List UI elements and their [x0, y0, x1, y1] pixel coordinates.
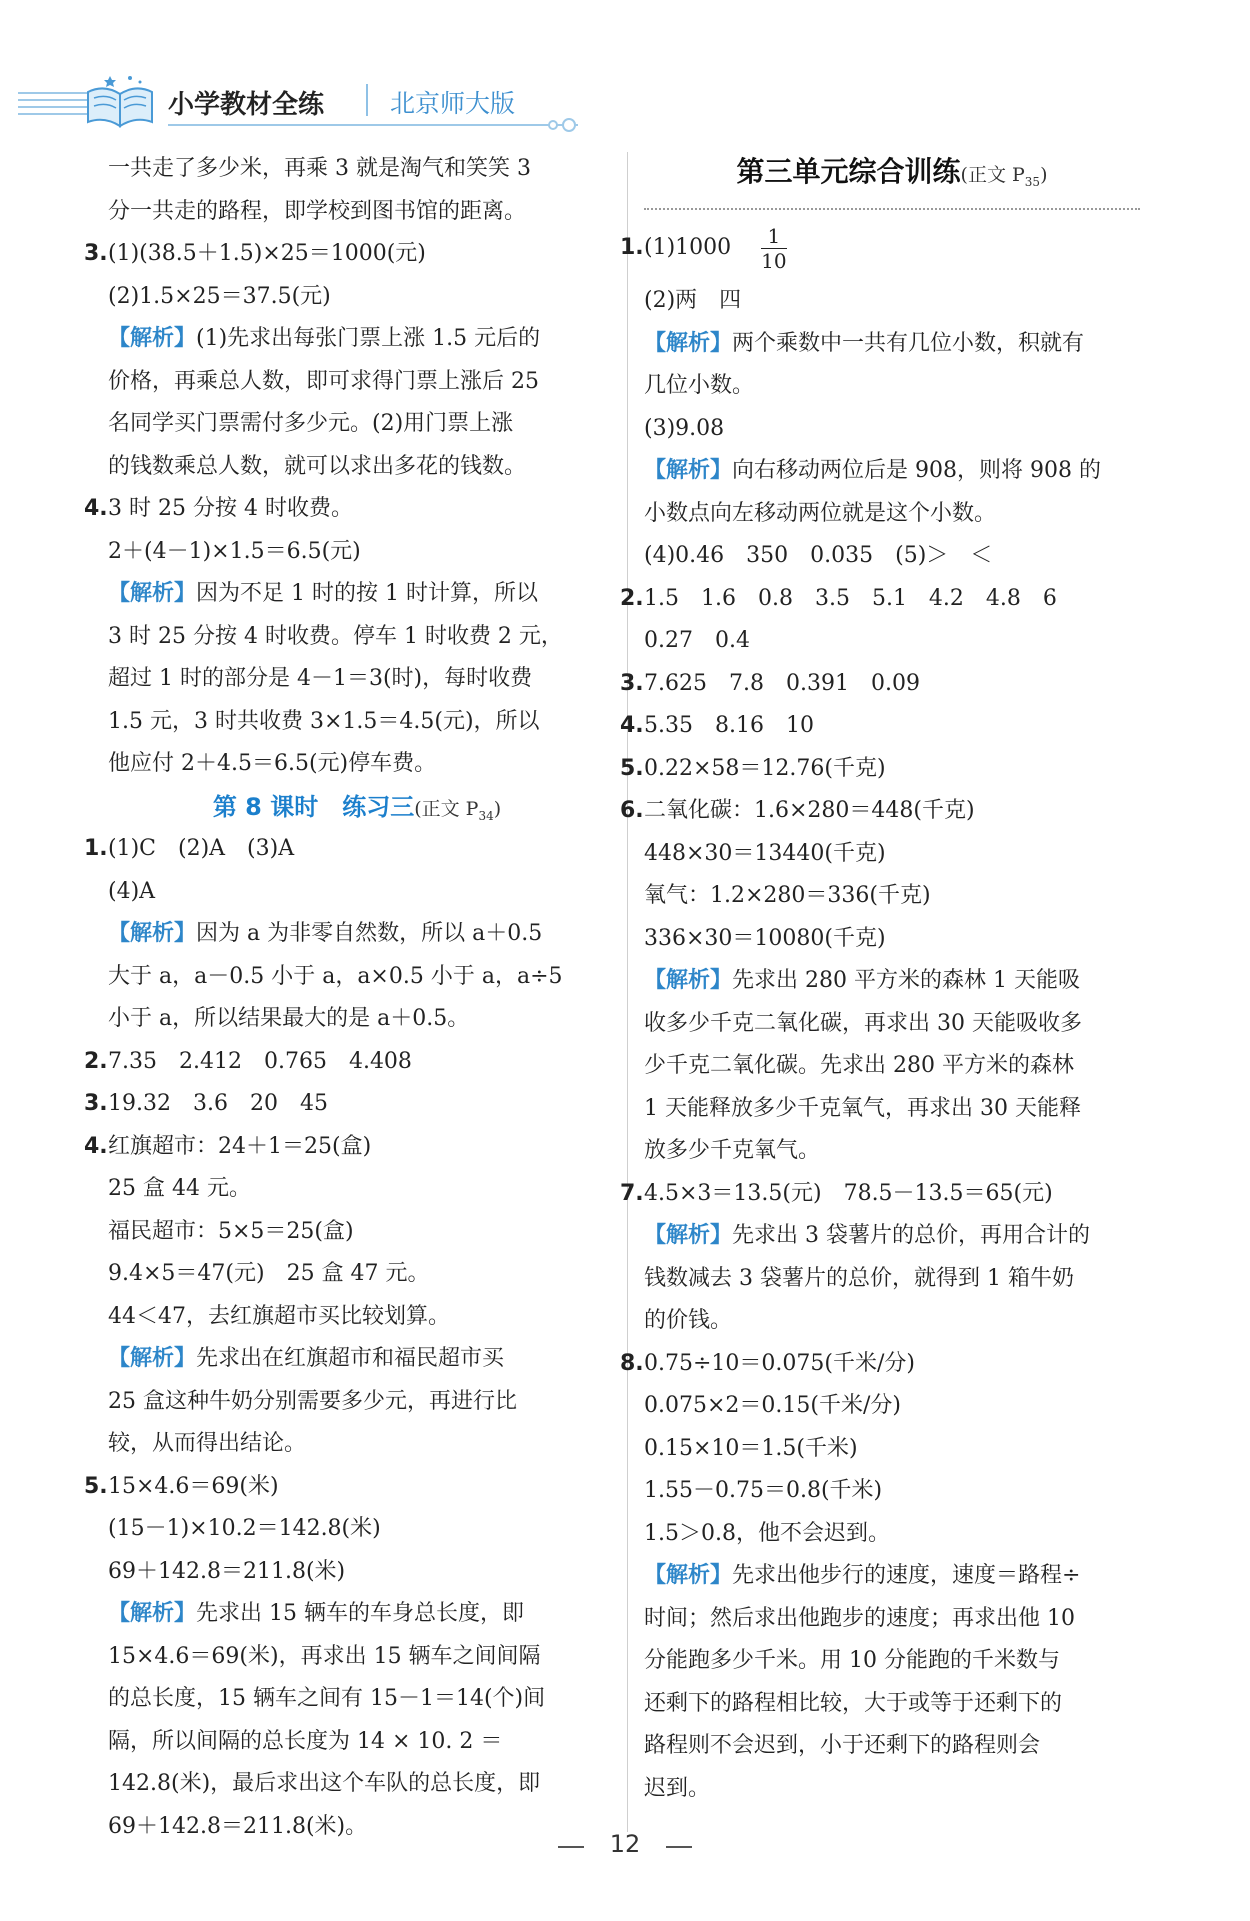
answer-line: 红旗超市：24＋1＝25(盒) [108, 1133, 372, 1159]
answer-line: 4.5×3＝13.5(元) 78.5－13.5＝65(元) [644, 1180, 1053, 1206]
ref-sub: 34 [478, 808, 494, 823]
answer-line: (2)两 四 [644, 288, 742, 313]
analysis-text: 大于 a，a－0.5 小于 a，a×0.5 小于 a，a÷5 [108, 963, 563, 989]
answer-line: 0.27 0.4 [644, 628, 750, 653]
analysis-text: 先求出 15 辆车的车身总长度，即 [196, 1601, 524, 1626]
analysis-label: 【解析】 [108, 326, 197, 351]
text-line: 分一共走的路程，即学校到图书馆的距离。 [108, 198, 527, 224]
header-dot [548, 120, 558, 130]
ref-suffix: ) [1040, 164, 1048, 186]
analysis-text: 1.5 元，3 时共收费 3×1.5＝4.5(元)，所以 [108, 708, 540, 734]
question-number: 7. [620, 1180, 644, 1206]
question-number: 8. [620, 1350, 644, 1376]
analysis-text: 迟到。 [644, 1775, 711, 1801]
analysis-text: 小数点向左移动两位就是这个小数。 [644, 500, 997, 526]
analysis-text: 分能跑多少千米。用 10 分能跑的千米数与 [644, 1648, 1060, 1673]
page-number: 12 [609, 1830, 641, 1858]
question-number: 4. [84, 1133, 108, 1159]
answer-line: (1)C (2)A (3)A [108, 836, 295, 861]
analysis-text: 收多少千克二氧化碳，再求出 30 天能吸收多 [644, 1010, 1082, 1036]
answer-line: (3)9.08 [644, 415, 725, 441]
analysis-text: 先求出在红旗超市和福民超市买 [196, 1346, 505, 1371]
question-number: 6. [620, 798, 644, 823]
answer-line: (15－1)×10.2＝142.8(米) [108, 1516, 381, 1541]
answer-line: (2)1.5×25＝37.5(元) [108, 283, 331, 309]
ref-prefix: (正文 P [960, 164, 1025, 186]
answer-line: 1.55－0.75＝0.8(千米) [644, 1478, 883, 1503]
question-number: 5. [620, 755, 644, 781]
answer-line: 福民超市：5×5＝25(盒) [108, 1218, 354, 1244]
analysis-text: 因为不足 1 时的按 1 时计算，所以 [196, 581, 538, 606]
analysis-label: 【解析】 [108, 921, 197, 946]
analysis-text: 向右移动两位后是 908，则将 908 的 [732, 458, 1101, 483]
analysis-text: 几位小数。 [644, 373, 755, 398]
analysis-text: 路程则不会迟到，小于还剩下的路程则会 [644, 1733, 1041, 1758]
answer-line: (4)0.46 350 0.035 (5)＞ ＜ [644, 543, 993, 568]
answer-line: 9.4×5＝47(元) 25 盒 47 元。 [108, 1261, 430, 1286]
answer-line: 19.32 3.6 20 45 [108, 1091, 328, 1116]
analysis-text: 超过 1 时的部分是 4－1＝3(时)，每时收费 [108, 666, 533, 691]
analysis-label: 【解析】 [108, 581, 197, 606]
column-divider [627, 152, 628, 1832]
header-underline [168, 124, 578, 126]
answer-line: 7.35 2.412 0.765 4.408 [108, 1048, 412, 1074]
page-header [18, 62, 578, 132]
section-title-text: 第 8 课时 练习三 [212, 792, 415, 821]
footer-dash [666, 1846, 692, 1848]
ref-suffix: ) [493, 797, 502, 820]
analysis-text: 还剩下的路程相比较，大于或等于还剩下的 [644, 1690, 1063, 1716]
text-line: 一共走了多少米，再乘 3 就是淘气和笑笑 3 [108, 156, 531, 181]
analysis-text: 3 时 25 分按 4 时收费。停车 1 时收费 2 元， [108, 623, 563, 649]
question-number: 4. [620, 713, 644, 738]
question-number: 5. [84, 1473, 108, 1499]
analysis-text: 69＋142.8＝211.8(米)。 [108, 1813, 368, 1839]
answer-line: 3 时 25 分按 4 时收费。 [108, 496, 353, 521]
analysis-text: 先求出 3 袋薯片的总价，再用合计的 [732, 1223, 1091, 1248]
analysis-text: 25 盒这种牛奶分别需要多少元，再进行比 [108, 1388, 517, 1414]
analysis-text: 钱数减去 3 袋薯片的总价，就得到 1 箱牛奶 [644, 1265, 1074, 1291]
section-title [108, 786, 606, 829]
analysis-text: 先求出他步行的速度，速度＝路程÷ [732, 1563, 1081, 1588]
analysis-text: 价格，再乘总人数，即可求得门票上涨后 25 [108, 368, 539, 394]
question-number: 3. [84, 1091, 108, 1116]
answer-line: 0.15×10＝1.5(千米) [644, 1435, 858, 1461]
question-number: 1. [620, 235, 644, 260]
left-column [84, 148, 606, 1848]
unit-title [644, 148, 1140, 210]
fraction-numerator: 1 [761, 224, 786, 249]
answer-line: 336×30＝10080(千克) [644, 925, 886, 951]
analysis-label: 【解析】 [644, 968, 733, 993]
fraction-denominator: 10 [761, 248, 787, 273]
question-number: 4. [84, 496, 108, 521]
ref-sub: 35 [1024, 174, 1041, 189]
answer-line: 1.5＞0.8，他不会迟到。 [644, 1520, 890, 1546]
header-dot [562, 118, 576, 132]
analysis-label: 【解析】 [644, 1223, 733, 1248]
open-book-icon [80, 70, 160, 130]
analysis-text: 小于 a，所以结果最大的是 a＋0.5。 [108, 1006, 470, 1031]
answer-line: 0.75÷10＝0.075(千米/分) [644, 1350, 915, 1376]
analysis-text: 放多少千克氧气。 [644, 1138, 821, 1163]
analysis-text: 15×4.6＝69(米)，再求出 15 辆车之间间隔 [108, 1643, 541, 1669]
answer-line: 氧气：1.2×280＝336(千克) [644, 883, 931, 908]
analysis-text: 142.8(米)，最后求出这个车队的总长度，即 [108, 1771, 541, 1796]
analysis-text: 先求出 280 平方米的森林 1 天能吸 [732, 968, 1080, 993]
unit-page-ref [960, 164, 1048, 189]
question-number: 2. [620, 585, 644, 611]
analysis-label: 【解析】 [644, 330, 733, 356]
analysis-label: 【解析】 [108, 1346, 197, 1371]
answer-line: (1)(38.5＋1.5)×25＝1000(元) [108, 241, 426, 266]
answer-line: (4)A [108, 878, 156, 904]
analysis-label: 【解析】 [644, 458, 733, 483]
right-column [620, 148, 1140, 1810]
analysis-text: 的钱数乘总人数，就可以求出多花的钱数。 [108, 453, 527, 479]
answer-line: 0.22×58＝12.76(千克) [644, 755, 886, 781]
header-separator [366, 84, 368, 116]
answer-line: 15×4.6＝69(米) [108, 1473, 279, 1499]
question-number: 3. [620, 670, 644, 696]
analysis-label: 【解析】 [108, 1601, 197, 1626]
answer-line: 二氧化碳：1.6×280＝448(千克) [644, 798, 975, 823]
unit-title-text: 第三单元综合训练 [736, 155, 961, 188]
answer-line: 0.075×2＝0.15(千米/分) [644, 1393, 901, 1418]
header-decor-lines [18, 92, 88, 122]
answer-line: 2＋(4－1)×1.5＝6.5(元) [108, 538, 361, 564]
analysis-text: 隔，所以间隔的总长度为 14 × 10. 2 ＝ [108, 1728, 503, 1754]
question-number: 1. [84, 836, 108, 861]
analysis-text: 名同学买门票需付多少元。(2)用门票上涨 [108, 411, 514, 436]
analysis-text: 1 天能释放多少千克氧气，再求出 30 天能释 [644, 1095, 1081, 1121]
question-number: 3. [84, 241, 108, 266]
fraction [761, 224, 786, 273]
analysis-text: 因为 a 为非零自然数，所以 a＋0.5 [196, 921, 543, 946]
question-number: 2. [84, 1048, 108, 1074]
analysis-text: 较，从而得出结论。 [108, 1431, 307, 1456]
analysis-text: (1)先求出每张门票上涨 1.5 元后的 [196, 326, 541, 351]
answer-line: 44＜47，去红旗超市买比较划算。 [108, 1303, 450, 1329]
analysis-text: 少千克二氧化碳。先求出 280 平方米的森林 [644, 1053, 1074, 1078]
answer-line: 448×30＝13440(千克) [644, 840, 886, 866]
answer-line: 25 盒 44 元。 [108, 1176, 251, 1201]
analysis-label: 【解析】 [644, 1563, 733, 1588]
analysis-text: 他应付 2＋4.5＝6.5(元)停车费。 [108, 751, 437, 776]
header-edition: 北京师大版 [390, 89, 516, 118]
analysis-text: 的价钱。 [644, 1308, 733, 1333]
answer-line: 69＋142.8＝211.8(米) [108, 1558, 346, 1584]
answer-line: 7.625 7.8 0.391 0.09 [644, 670, 920, 696]
section-page-ref [414, 797, 502, 823]
answer-line: 5.35 8.16 10 [644, 713, 814, 738]
answer-line: 1.5 1.6 0.8 3.5 5.1 4.2 4.8 6 [644, 585, 1057, 611]
analysis-text: 时间；然后求出他跑步的速度；再求出他 10 [644, 1605, 1075, 1631]
analysis-text: 的总长度，15 辆车之间有 15－1＝14(个)间 [108, 1686, 546, 1711]
answer-line: (1)1000 [644, 235, 732, 260]
header-title: 小学教材全练 [168, 90, 325, 120]
ref-prefix: (正文 P [414, 797, 479, 820]
analysis-text: 两个乘数中一共有几位小数，积就有 [732, 330, 1085, 356]
